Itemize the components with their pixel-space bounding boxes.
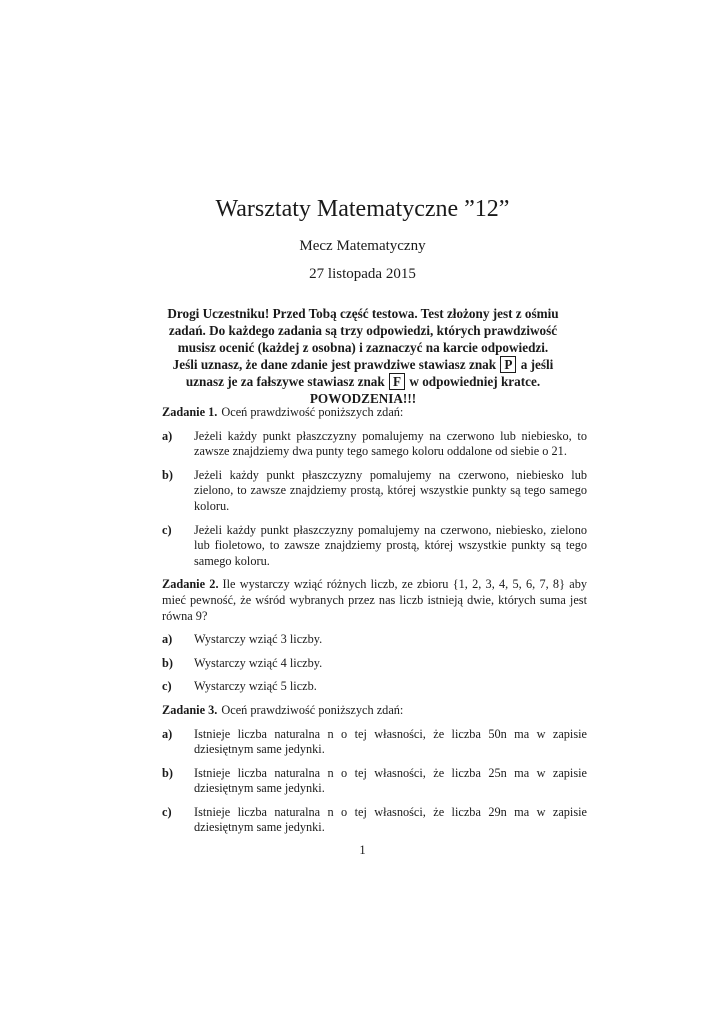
task-3-option-b [162,766,587,797]
task-label: Zadanie 2. [162,577,219,592]
document-title: Warsztaty Matematyczne ”12” [215,196,510,222]
option-text: Jeżeli każdy punkt płaszczyzny pomalujemy na czerwono lub niebiesko, to zawsze znajdziemy dwa punty tego samego koloru oddalone od siebie o 21. [194,428,587,459]
task-3-option-a [162,727,587,758]
false-mark-box: F [389,373,405,390]
instructions-text-1: Drogi Uczestniku! Przed Tobą część testowa. Test złożony jest z ośmiu zadań. Do każdego zadania są trzy odpowiedzi, których prawdziwość musisz ocenić (każdej z osobna) i zaznaczyć na karcie odpowiedzi. Jeśli uznasz, że dane zdanie jest prawdziwe stawiasz znak [167,306,559,372]
task-1-option-a [162,429,587,460]
task-1-option-b [162,468,587,515]
option-text: Jeżeli każdy punkt płaszczyzny pomalujemy na czerwono, niebiesko lub zielono, to zawsze znajdziemy prostą, której wszystkie punkty są tego samego koloru. [194,467,587,513]
option-letter: b) [162,765,173,780]
option-text: Istnieje liczba naturalna n o tej własności, że liczba 50n ma w zapisie dziesiętnym same jedynki. [194,726,587,757]
document-date: 27 listopada 2015 [309,266,416,282]
task-text: Ile wystarczy wziąć różnych liczb, ze zbioru {1, 2, 3, 4, 5, 6, 7, 8} aby mieć pewność, że wśród wybranych przez nas liczb istnieją dwie, których suma jest równa 9? [162,577,587,623]
instructions-text-2: a jeśli uznasz je za fałszywe stawiasz znak [185,357,554,389]
task-2-option-a [162,632,587,648]
task-2-option-b [162,656,587,672]
task-1-option-c [162,523,587,570]
option-text: Istnieje liczba naturalna n o tej własności, że liczba 29n ma w zapisie dziesiętnym same jedynki. [194,804,587,835]
option-letter: c) [162,522,172,537]
task-label: Zadanie 3. [162,702,218,717]
option-letter: c) [162,679,172,694]
option-text: Jeżeli każdy punkt płaszczyzny pomalujemy na czerwono, niebiesko, zielono lub fioletowo, to zawsze znajdziemy prostą, której wszystkie punkty są tego samego koloru. [194,522,587,568]
instructions-paragraph [167,305,559,407]
option-letter: b) [162,467,173,482]
task-3 [162,703,587,719]
option-text: Wystarczy wziąć 5 liczb. [194,679,317,694]
true-mark-box: P [500,356,516,373]
tasks-section [162,405,587,836]
option-letter: a) [162,428,173,443]
task-text: Oceń prawdziwość poniższych zdań: [221,702,404,717]
option-text: Wystarczy wziąć 3 liczby. [194,632,323,647]
option-letter: b) [162,655,173,670]
task-text: Oceń prawdziwość poniższych zdań: [221,405,404,419]
option-letter: c) [162,804,172,819]
document-subtitle: Mecz Matematyczny [299,238,426,254]
task-label: Zadanie 1. [162,405,218,419]
option-text: Istnieje liczba naturalna n o tej własności, że liczba 25n ma w zapisie dziesiętnym same jedynki. [194,765,587,796]
option-letter: a) [162,632,173,647]
task-1 [162,405,587,421]
option-letter: a) [162,726,173,741]
task-2-option-c [162,679,587,695]
task-2 [162,577,587,624]
instructions-text-3: w odpowiedniej kratce. POWODZENIA!!! [309,374,541,406]
task-3-option-c [162,805,587,836]
option-text: Wystarczy wziąć 4 liczby. [194,655,323,670]
page-number: 1 [359,843,366,857]
